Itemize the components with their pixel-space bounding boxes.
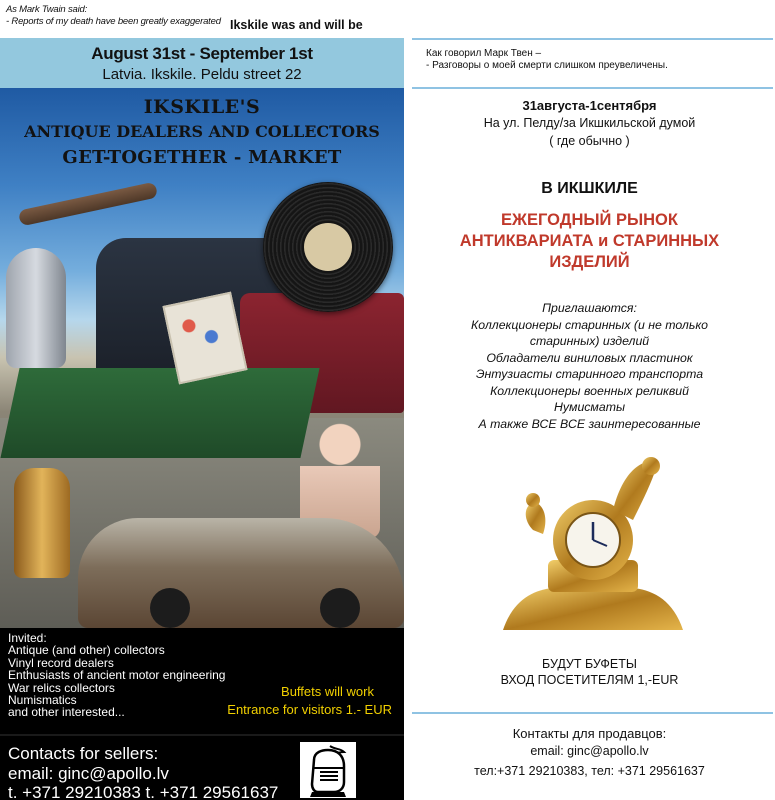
list-item: Обладатели виниловых пластинок xyxy=(486,350,693,365)
list-item: Numismatics xyxy=(8,693,77,708)
quote-line: Как говорил Марк Твен – xyxy=(426,48,542,59)
entrance-fee: ВХОД ПОСЕТИТЕЛЯМ 1,-EUR xyxy=(500,673,679,687)
title-line: ИЗДЕЛИЙ xyxy=(549,253,630,271)
car-wheel xyxy=(320,588,360,628)
market-photo-collage xyxy=(0,88,404,628)
russian-flyer xyxy=(404,0,775,800)
mark-twain-quote-ru xyxy=(426,48,668,72)
list-item: Приглашаются: xyxy=(542,301,637,315)
divider xyxy=(412,712,773,714)
event-city-ru: В ИКШКИЛЕ xyxy=(541,180,638,197)
event-date: August 31st - September 1st xyxy=(91,44,313,63)
list-item: Antique (and other) collectors xyxy=(8,643,165,658)
list-item: старинных) изделий xyxy=(529,334,650,348)
slogan: Ikskile was and will be xyxy=(230,18,363,32)
list-item: А также ВСЕ ВСЕ заинтересованные xyxy=(478,416,701,431)
list-item: Vinyl record dealers xyxy=(8,655,114,670)
list-item: War relics collectors xyxy=(8,680,115,695)
poster-title xyxy=(0,96,404,168)
vinyl-record-icon xyxy=(263,182,393,312)
quote-line: - Reports of my death have been greatly exaggerated xyxy=(6,16,221,27)
list-item: Энтузиасты старинного транспорта xyxy=(475,367,704,381)
quote-line: - Разговоры о моей смерти слишком преувеличены. xyxy=(426,60,668,71)
ornate-clock-icon xyxy=(493,450,693,640)
divider xyxy=(412,38,773,40)
event-place: Latvia. Ikskile. Peldu street 22 xyxy=(102,66,302,83)
contact-email-ru[interactable]: email: ginc@apollo.lv xyxy=(530,744,649,758)
event-usual-ru: ( где обычно ) xyxy=(549,134,630,148)
knight-helmet-icon xyxy=(300,742,356,798)
list-item: Коллекционеры военных реликвий xyxy=(490,383,689,398)
invited-list-ru xyxy=(404,300,775,432)
event-date-ru: 31августа-1сентября xyxy=(522,98,657,113)
contacts-heading: Contacts for sellers: xyxy=(8,744,159,763)
list-item: Enthusiasts of ancient motor engineering xyxy=(8,668,226,683)
contact-email[interactable]: email: ginc@apollo.lv xyxy=(8,764,169,783)
divider xyxy=(412,87,773,89)
samovar-photo xyxy=(14,468,70,578)
list-item: Нумисматы xyxy=(553,400,625,414)
contact-phones[interactable]: t. +371 29210383 t. +371 29561637 xyxy=(8,783,279,800)
list-item: Коллекционеры старинных (и не только xyxy=(471,317,708,332)
contacts-section xyxy=(0,734,404,800)
buffets-info xyxy=(227,683,392,719)
wrench-photo xyxy=(18,182,158,227)
contact-phones-ru[interactable]: тел:+371 29210383, тел: +371 29561637 xyxy=(474,764,705,778)
title-line: ЕЖЕГОДНЫЙ РЫНОК xyxy=(501,211,678,229)
car-wheel xyxy=(150,588,190,628)
title-line: IKSKILE'S xyxy=(143,96,261,118)
title-line: GET-TOGETHER - MARKET xyxy=(62,147,342,168)
title-line: АНТИКВАРИАТА и СТАРИННЫХ xyxy=(459,232,720,250)
market-title-ru xyxy=(404,210,775,273)
contacts-heading-ru: Контакты для продавцов: xyxy=(512,726,667,741)
market-table-photo xyxy=(0,368,319,458)
buffets-text: Buffets will work xyxy=(281,684,374,699)
list-item: and other interested... xyxy=(8,705,125,720)
event-street-ru: На ул. Пелду/за Икшкильской думой xyxy=(483,116,696,130)
entrance-fee: Entrance for visitors 1.- EUR xyxy=(227,702,392,717)
buffets-info-ru xyxy=(404,656,775,688)
list-item: Invited: xyxy=(8,631,47,645)
armor-photo xyxy=(6,248,66,368)
buffets-text: БУДУТ БУФЕТЫ xyxy=(542,657,637,671)
invited-block xyxy=(0,628,404,734)
quote-line: As Mark Twain said: xyxy=(6,4,88,15)
invited-list xyxy=(8,632,225,719)
title-line: ANTIQUE DEALERS AND COLLECTORS xyxy=(24,122,380,141)
mark-twain-quote xyxy=(6,4,221,28)
date-band xyxy=(0,38,404,88)
